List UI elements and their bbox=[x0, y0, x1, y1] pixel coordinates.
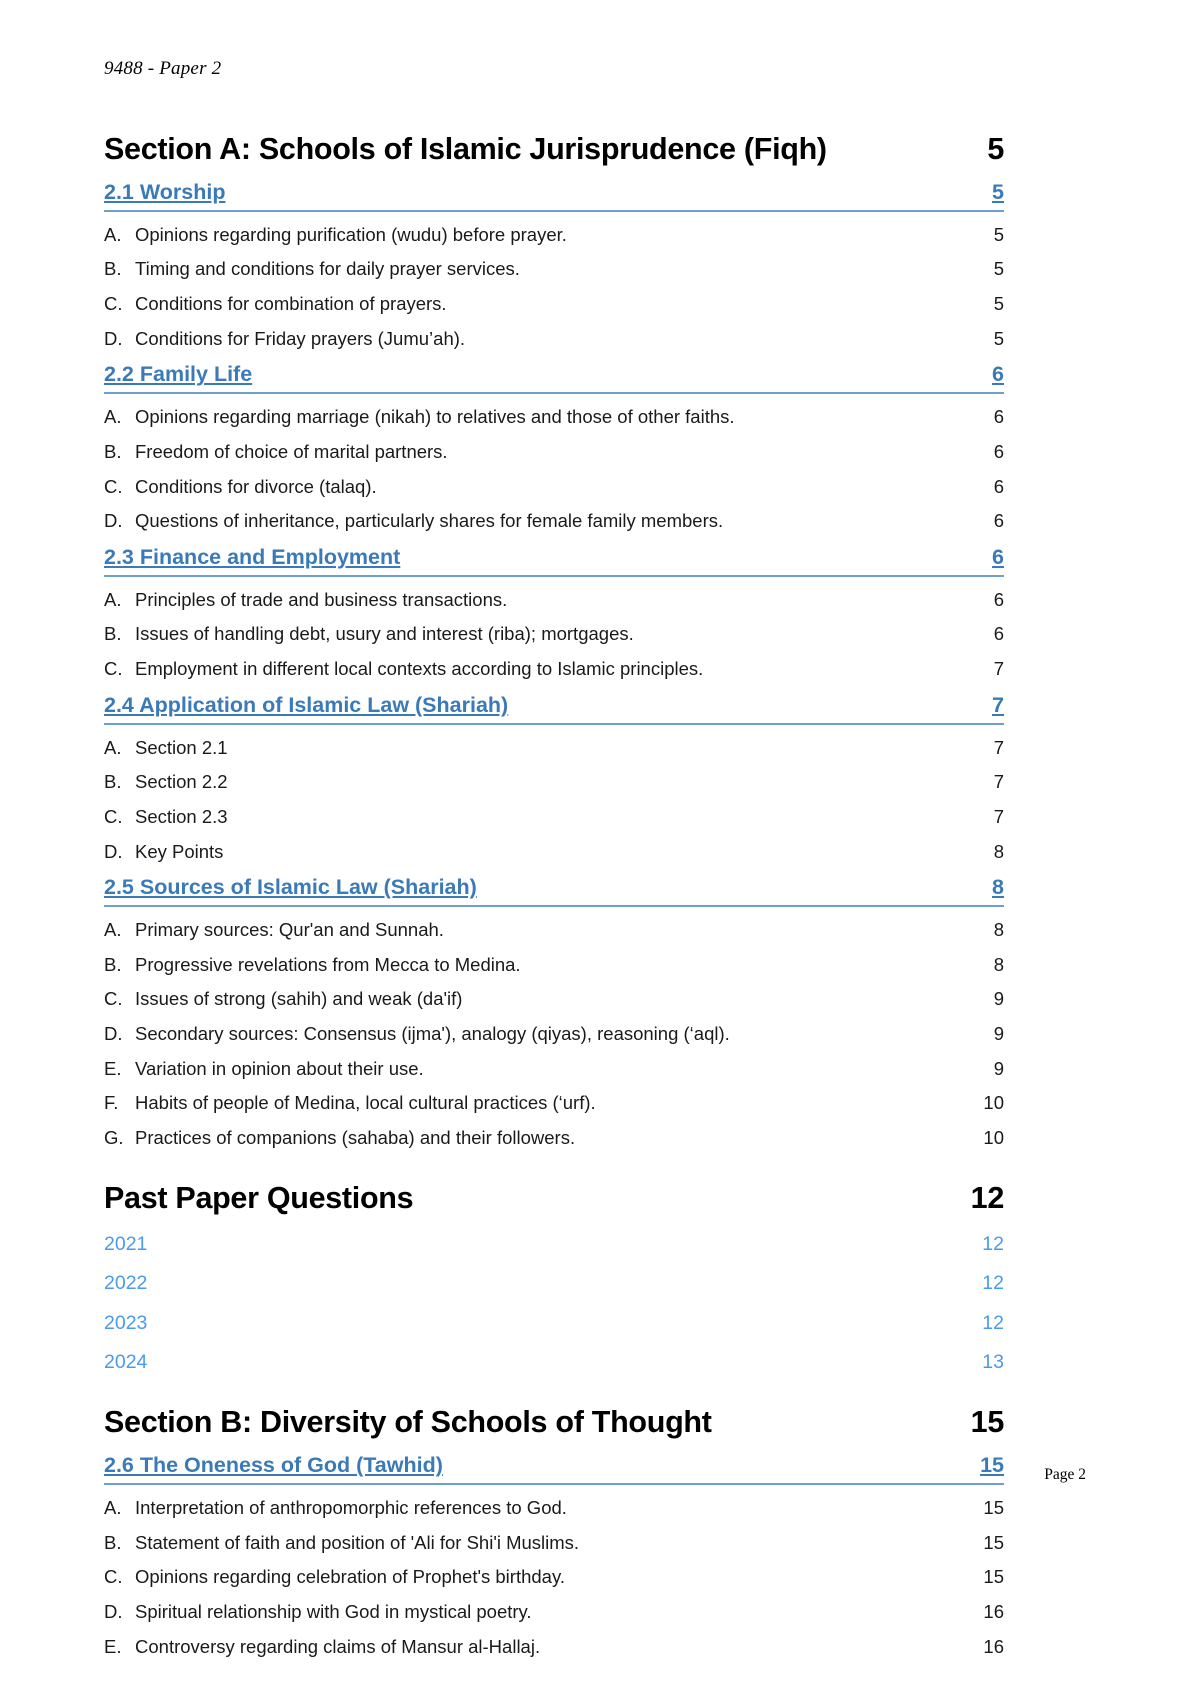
entry-text[interactable]: Statement of faith and position of 'Ali for Shi'i Muslims. bbox=[135, 1531, 580, 1553]
toc-entry[interactable] bbox=[104, 1022, 1004, 1046]
entry-page-number[interactable]: 6 bbox=[993, 475, 1004, 497]
toc-entry[interactable] bbox=[104, 588, 1004, 612]
entry-letter: B. bbox=[104, 771, 122, 793]
entry-page-number[interactable]: 7 bbox=[993, 658, 1004, 680]
entry-letter: A. bbox=[104, 1497, 122, 1519]
section-title[interactable]: Section A: Schools of Islamic Jurisprudence (Fiqh) bbox=[104, 132, 827, 166]
toc-entry[interactable] bbox=[104, 405, 1004, 429]
entry-letter: A. bbox=[104, 588, 122, 610]
entry-letter: A. bbox=[104, 919, 122, 941]
entry-text[interactable]: Employment in different local contexts according to Islamic principles. bbox=[135, 658, 704, 680]
subsection-page-number[interactable]: 15 bbox=[980, 1453, 1004, 1478]
toc-entry[interactable] bbox=[104, 1057, 1004, 1081]
entry-page-number[interactable]: 10 bbox=[983, 1092, 1004, 1114]
subsection-page-number[interactable]: 6 bbox=[992, 544, 1004, 569]
entry-text[interactable]: Practices of companions (sahaba) and their followers. bbox=[135, 1127, 576, 1149]
toc-entry[interactable] bbox=[104, 953, 1004, 977]
entry-letter: C. bbox=[104, 805, 123, 827]
year-label[interactable]: 2024 bbox=[104, 1350, 148, 1373]
entry-letter: D. bbox=[104, 840, 123, 862]
entry-letter: C. bbox=[104, 475, 123, 497]
toc-section-heading[interactable] bbox=[104, 1405, 1004, 1441]
entry-page-number[interactable]: 9 bbox=[993, 988, 1004, 1010]
entry-page-number[interactable]: 9 bbox=[993, 1023, 1004, 1045]
entry-letter: C. bbox=[104, 658, 123, 680]
entry-letter: B. bbox=[104, 953, 122, 975]
entry-letter: C. bbox=[104, 1566, 123, 1588]
section-page-number[interactable]: 5 bbox=[987, 132, 1004, 166]
year-page-number[interactable]: 12 bbox=[982, 1311, 1004, 1334]
year-page-number[interactable]: 13 bbox=[982, 1350, 1004, 1373]
toc-subsection-heading[interactable] bbox=[104, 1453, 1004, 1485]
entry-page-number[interactable]: 5 bbox=[993, 223, 1004, 245]
entry-text[interactable]: Opinions regarding celebration of Prophet's birthday. bbox=[135, 1566, 565, 1588]
entry-letter: B. bbox=[104, 623, 122, 645]
subsection-page-number[interactable]: 6 bbox=[992, 362, 1004, 387]
entry-page-number[interactable]: 6 bbox=[993, 406, 1004, 428]
toc-subsection-heading[interactable] bbox=[104, 362, 1004, 394]
entry-text[interactable]: Spiritual relationship with God in mystical poetry. bbox=[135, 1601, 532, 1623]
toc-entry[interactable] bbox=[104, 1496, 1004, 1520]
subsection-page-number[interactable]: 5 bbox=[992, 179, 1004, 204]
toc-year-link[interactable] bbox=[104, 1351, 1004, 1374]
entry-page-number[interactable]: 15 bbox=[983, 1497, 1004, 1519]
toc-section-heading[interactable] bbox=[104, 1181, 1004, 1217]
entry-page-number[interactable]: 8 bbox=[993, 919, 1004, 941]
toc-entry[interactable] bbox=[104, 223, 1004, 247]
subsection-page-number[interactable]: 8 bbox=[992, 875, 1004, 900]
entry-letter: A. bbox=[104, 736, 122, 758]
entry-text[interactable]: Principles of trade and business transactions. bbox=[135, 588, 508, 610]
entry-letter: C. bbox=[104, 293, 123, 315]
toc-entry[interactable] bbox=[104, 257, 1004, 281]
entry-page-number[interactable]: 10 bbox=[983, 1127, 1004, 1149]
toc-entry[interactable] bbox=[104, 840, 1004, 864]
toc-entry[interactable] bbox=[104, 509, 1004, 533]
entry-page-number[interactable]: 7 bbox=[993, 771, 1004, 793]
subsection-page-number[interactable]: 7 bbox=[992, 692, 1004, 717]
entry-page-number[interactable]: 8 bbox=[993, 840, 1004, 862]
toc-entry[interactable] bbox=[104, 1565, 1004, 1589]
entry-page-number[interactable]: 16 bbox=[983, 1601, 1004, 1623]
entry-page-number[interactable]: 15 bbox=[983, 1531, 1004, 1553]
subsection-title[interactable]: 2.5 Sources of Islamic Law (Shariah) bbox=[104, 875, 477, 900]
year-label[interactable]: 2021 bbox=[104, 1232, 148, 1255]
entry-text[interactable]: Controversy regarding claims of Mansur al-Hallaj. bbox=[135, 1635, 541, 1657]
entry-text[interactable]: Issues of strong (sahih) and weak (da'if) bbox=[135, 988, 463, 1010]
toc-entry[interactable] bbox=[104, 1600, 1004, 1624]
entry-letter: B. bbox=[104, 258, 122, 280]
toc-entry[interactable] bbox=[104, 622, 1004, 646]
entry-text[interactable]: Freedom of choice of marital partners. bbox=[135, 440, 448, 462]
entry-page-number[interactable]: 8 bbox=[993, 953, 1004, 975]
entry-text[interactable]: Interpretation of anthropomorphic references to God. bbox=[135, 1497, 567, 1519]
entry-page-number[interactable]: 6 bbox=[993, 510, 1004, 532]
entry-page-number[interactable]: 5 bbox=[993, 293, 1004, 315]
entry-letter: A. bbox=[104, 223, 122, 245]
year-page-number[interactable]: 12 bbox=[982, 1272, 1004, 1295]
section-page-number[interactable]: 12 bbox=[970, 1180, 1004, 1215]
entry-letter: D. bbox=[104, 1023, 123, 1045]
entry-text[interactable]: Section 2.3 bbox=[135, 805, 228, 827]
page-footer: Page 2 bbox=[1044, 1466, 1086, 1483]
toc-entry[interactable] bbox=[104, 292, 1004, 316]
toc-entry[interactable] bbox=[104, 440, 1004, 464]
section-title[interactable]: Section B: Diversity of Schools of Thought bbox=[104, 1405, 712, 1440]
entry-page-number[interactable]: 5 bbox=[993, 327, 1004, 349]
subsection-title[interactable]: 2.6 The Oneness of God (Tawhid) bbox=[104, 1453, 443, 1478]
toc-subsection-heading[interactable] bbox=[104, 875, 1004, 907]
entry-text[interactable]: Key Points bbox=[135, 840, 224, 862]
entry-page-number[interactable]: 5 bbox=[993, 258, 1004, 280]
entry-text[interactable]: Section 2.1 bbox=[135, 736, 228, 758]
entry-text[interactable]: Questions of inheritance, particularly shares for female family members. bbox=[135, 510, 724, 532]
year-label[interactable]: 2023 bbox=[104, 1311, 148, 1334]
toc-entry[interactable] bbox=[104, 475, 1004, 499]
toc-year-link[interactable] bbox=[104, 1272, 1004, 1295]
toc-entry[interactable] bbox=[104, 987, 1004, 1011]
entry-letter: B. bbox=[104, 440, 122, 462]
entry-text[interactable]: Secondary sources: Consensus (ijma'), analogy (qiyas), reasoning (‘aql). bbox=[135, 1023, 730, 1045]
toc-section-heading[interactable] bbox=[104, 132, 1004, 168]
subsection-title[interactable]: 2.4 Application of Islamic Law (Shariah) bbox=[104, 692, 509, 717]
entry-page-number[interactable]: 16 bbox=[983, 1635, 1004, 1657]
entry-letter: F. bbox=[104, 1092, 119, 1114]
entry-page-number[interactable]: 6 bbox=[993, 440, 1004, 462]
year-page-number[interactable]: 12 bbox=[982, 1232, 1004, 1255]
toc-year-link[interactable] bbox=[104, 1233, 1004, 1256]
entry-page-number[interactable]: 7 bbox=[993, 805, 1004, 827]
toc-entry[interactable] bbox=[104, 770, 1004, 794]
entry-text[interactable]: Primary sources: Qur'an and Sunnah. bbox=[135, 919, 444, 941]
entry-letter: D. bbox=[104, 510, 123, 532]
entry-page-number[interactable]: 7 bbox=[993, 736, 1004, 758]
toc-entry[interactable] bbox=[104, 1635, 1004, 1659]
entry-letter: G. bbox=[104, 1127, 124, 1149]
section-title[interactable]: Past Paper Questions bbox=[104, 1180, 414, 1215]
entry-page-number[interactable]: 15 bbox=[983, 1566, 1004, 1588]
toc-subsection-heading[interactable] bbox=[104, 545, 1004, 577]
toc-subsection-heading[interactable] bbox=[104, 180, 1004, 212]
entry-letter: B. bbox=[104, 1531, 122, 1553]
entry-letter: D. bbox=[104, 327, 123, 349]
entry-letter: E. bbox=[104, 1635, 122, 1657]
section-page-number[interactable]: 15 bbox=[970, 1405, 1004, 1440]
entry-letter: A. bbox=[104, 406, 122, 428]
toc-entry[interactable] bbox=[104, 1126, 1004, 1150]
entry-text[interactable]: Habits of people of Medina, local cultural practices (‘urf). bbox=[135, 1092, 596, 1114]
entry-text[interactable]: Conditions for combination of prayers. bbox=[135, 293, 447, 315]
entry-page-number[interactable]: 9 bbox=[993, 1057, 1004, 1079]
entry-page-number[interactable]: 6 bbox=[993, 623, 1004, 645]
year-label[interactable]: 2022 bbox=[104, 1272, 148, 1295]
entry-text[interactable]: Timing and conditions for daily prayer services. bbox=[135, 258, 520, 280]
subsection-title[interactable]: 2.3 Finance and Employment bbox=[104, 544, 401, 569]
entry-letter: E. bbox=[104, 1057, 122, 1079]
toc-entry[interactable] bbox=[104, 805, 1004, 829]
entry-page-number[interactable]: 6 bbox=[993, 588, 1004, 610]
toc-year-link[interactable] bbox=[104, 1312, 1004, 1335]
toc-entry[interactable] bbox=[104, 1531, 1004, 1555]
entry-text[interactable]: Section 2.2 bbox=[135, 771, 228, 793]
toc-subsection-heading[interactable] bbox=[104, 693, 1004, 725]
subsection-title[interactable]: 2.2 Family Life bbox=[104, 362, 253, 387]
entry-text[interactable]: Progressive revelations from Mecca to Medina. bbox=[135, 953, 521, 975]
entry-text[interactable]: Issues of handling debt, usury and interest (riba); mortgages. bbox=[135, 623, 634, 645]
subsection-title[interactable]: 2.1 Worship bbox=[104, 179, 226, 204]
toc-entry[interactable] bbox=[104, 736, 1004, 760]
entry-text[interactable]: Opinions regarding marriage (nikah) to relatives and those of other faiths. bbox=[135, 406, 735, 428]
running-header: 9488 - Paper 2 bbox=[104, 58, 222, 79]
entry-text[interactable]: Conditions for Friday prayers (Jumu’ah). bbox=[135, 327, 466, 349]
entry-text[interactable]: Conditions for divorce (talaq). bbox=[135, 475, 377, 497]
toc-entry[interactable] bbox=[104, 657, 1004, 681]
entry-letter: C. bbox=[104, 988, 123, 1010]
entry-letter: D. bbox=[104, 1601, 123, 1623]
entry-text[interactable]: Variation in opinion about their use. bbox=[135, 1057, 424, 1079]
entry-text[interactable]: Opinions regarding purification (wudu) before prayer. bbox=[135, 223, 567, 245]
table-of-contents bbox=[104, 132, 1004, 1658]
toc-entry[interactable] bbox=[104, 1091, 1004, 1115]
toc-entry[interactable] bbox=[104, 327, 1004, 351]
toc-entry[interactable] bbox=[104, 918, 1004, 942]
